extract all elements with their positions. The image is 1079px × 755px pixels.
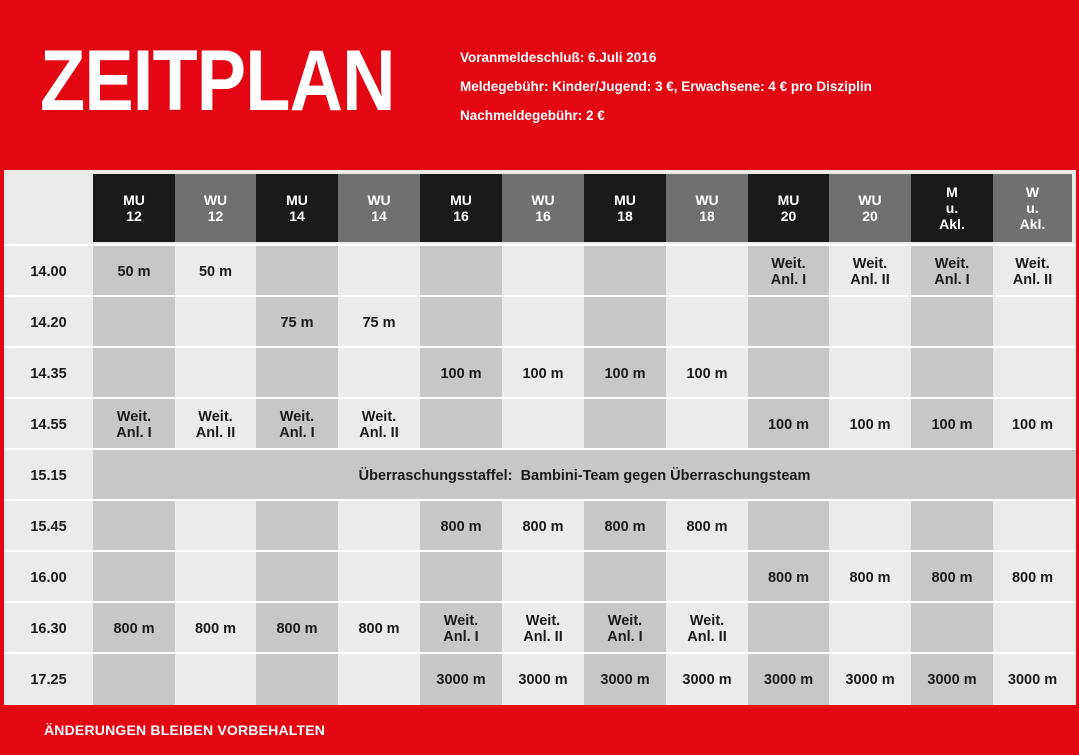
schedule-cell: Weit. Anl. II — [666, 603, 748, 654]
column-header: W u. Akl. — [993, 174, 1072, 242]
schedule-cell — [829, 603, 911, 654]
schedule-cell — [256, 552, 338, 603]
schedule-cell — [256, 246, 338, 297]
schedule-cell: 100 m — [993, 399, 1072, 450]
schedule-cell — [911, 348, 993, 399]
time-cell: 14.55 — [4, 399, 93, 450]
schedule-cell — [993, 501, 1072, 552]
schedule-cell: 3000 m — [911, 654, 993, 705]
schedule-cell: Weit. Anl. I — [748, 246, 829, 297]
schedule-cell — [175, 552, 256, 603]
schedule-cell: 100 m — [584, 348, 666, 399]
time-cell: 14.00 — [4, 246, 93, 297]
schedule-cell — [93, 501, 175, 552]
schedule-cell — [175, 348, 256, 399]
schedule-cell — [584, 246, 666, 297]
info-deadline: Voranmeldeschluß: 6.Juli 2016 — [460, 50, 657, 65]
schedule-cell: 800 m — [748, 552, 829, 603]
footer-banner — [4, 705, 1076, 755]
schedule-cell — [502, 297, 584, 348]
schedule-cell: 800 m — [420, 501, 502, 552]
schedule-cell — [256, 348, 338, 399]
schedule-cell — [502, 552, 584, 603]
schedule-cell: Weit. Anl. I — [584, 603, 666, 654]
schedule-cell — [502, 246, 584, 297]
schedule-cell: Weit. Anl. II — [829, 246, 911, 297]
column-header: WU 12 — [175, 174, 256, 242]
schedule-cell: 800 m — [584, 501, 666, 552]
column-header: WU 16 — [502, 174, 584, 242]
row-divider — [4, 550, 1076, 552]
schedule-cell — [93, 297, 175, 348]
schedule-cell — [338, 501, 420, 552]
schedule-cell — [584, 297, 666, 348]
schedule-cell: 75 m — [338, 297, 420, 348]
schedule-cell: 100 m — [911, 399, 993, 450]
column-header: MU 16 — [420, 174, 502, 242]
column-header: WU 18 — [666, 174, 748, 242]
schedule-cell: Weit. Anl. II — [338, 399, 420, 450]
row-divider — [4, 652, 1076, 654]
schedule-cell: 800 m — [993, 552, 1072, 603]
schedule-cell — [502, 399, 584, 450]
column-header: WU 20 — [829, 174, 911, 242]
row-divider — [4, 499, 1076, 501]
schedule-cell: 3000 m — [748, 654, 829, 705]
schedule-cell — [748, 501, 829, 552]
schedule-cell — [584, 399, 666, 450]
schedule-cell — [93, 348, 175, 399]
column-header: MU 12 — [93, 174, 175, 242]
schedule-cell — [338, 654, 420, 705]
schedule-cell: 800 m — [338, 603, 420, 654]
schedule-cell: Weit. Anl. II — [502, 603, 584, 654]
schedule-cell: 800 m — [175, 603, 256, 654]
schedule-cell — [93, 552, 175, 603]
schedule-cell: 800 m — [666, 501, 748, 552]
row-divider — [4, 601, 1076, 603]
schedule-cell: 100 m — [502, 348, 584, 399]
schedule-cell — [748, 348, 829, 399]
column-header: MU 20 — [748, 174, 829, 242]
schedule-cell: 75 m — [256, 297, 338, 348]
schedule-cell — [175, 501, 256, 552]
schedule-cell — [993, 348, 1072, 399]
schedule-cell — [338, 552, 420, 603]
schedule-cell — [420, 297, 502, 348]
schedule-cell: 100 m — [420, 348, 502, 399]
schedule-cell: 100 m — [666, 348, 748, 399]
schedule-cell — [175, 654, 256, 705]
schedule-cell: 800 m — [502, 501, 584, 552]
schedule-cell: 3000 m — [666, 654, 748, 705]
schedule-cell: 3000 m — [584, 654, 666, 705]
time-cell: 14.20 — [4, 297, 93, 348]
schedule-cell — [993, 297, 1072, 348]
schedule-cell — [748, 603, 829, 654]
schedule-cell: 100 m — [748, 399, 829, 450]
schedule-cell — [993, 603, 1072, 654]
page-title: ZEITPLAN — [40, 33, 395, 129]
schedule-cell: 800 m — [93, 603, 175, 654]
column-header: M u. Akl. — [911, 174, 993, 242]
info-late-fee: Nachmeldegebühr: 2 € — [460, 108, 605, 123]
schedule-cell: Weit. Anl. II — [175, 399, 256, 450]
time-cell: 16.30 — [4, 603, 93, 654]
schedule-cell — [829, 348, 911, 399]
registration-info — [460, 48, 872, 135]
schedule-cell — [256, 654, 338, 705]
schedule-table — [4, 170, 1076, 705]
schedule-cell: 50 m — [175, 246, 256, 297]
schedule-cell: Weit. Anl. I — [93, 399, 175, 450]
schedule-cell: Weit. Anl. I — [256, 399, 338, 450]
column-header: MU 18 — [584, 174, 666, 242]
schedule-cell — [748, 297, 829, 348]
schedule-cell: 100 m — [829, 399, 911, 450]
time-cell: 15.15 — [4, 450, 93, 501]
schedule-cell — [666, 552, 748, 603]
schedule-cell — [911, 603, 993, 654]
column-header: MU 14 — [256, 174, 338, 242]
schedule-cell: Weit. Anl. II — [993, 246, 1072, 297]
schedule-cell — [666, 399, 748, 450]
schedule-cell — [420, 399, 502, 450]
schedule-cell — [256, 501, 338, 552]
row-divider — [4, 346, 1076, 348]
schedule-cell — [175, 297, 256, 348]
schedule-cell — [829, 297, 911, 348]
relay-event-cell: Überraschungsstaffel: Bambini-Team gegen Überraschungsteam — [93, 450, 1076, 501]
time-cell: 16.00 — [4, 552, 93, 603]
schedule-cell: 800 m — [911, 552, 993, 603]
time-cell: 14.35 — [4, 348, 93, 399]
schedule-cell — [666, 246, 748, 297]
schedule-cell — [911, 297, 993, 348]
footer-note: ÄNDERUNGEN BLEIBEN VORBEHALTEN — [44, 722, 326, 738]
schedule-cell — [338, 348, 420, 399]
time-cell: 17.25 — [4, 654, 93, 705]
schedule-cell — [911, 501, 993, 552]
schedule-cell: 800 m — [829, 552, 911, 603]
schedule-cell — [584, 552, 666, 603]
row-divider — [4, 448, 1076, 450]
schedule-cell: 50 m — [93, 246, 175, 297]
schedule-cell — [420, 246, 502, 297]
row-divider — [4, 397, 1076, 399]
schedule-cell: 800 m — [256, 603, 338, 654]
schedule-cell: Weit. Anl. I — [911, 246, 993, 297]
schedule-cell: Weit. Anl. I — [420, 603, 502, 654]
schedule-cell — [829, 501, 911, 552]
row-divider — [4, 244, 1076, 246]
schedule-cell — [666, 297, 748, 348]
schedule-cell — [93, 654, 175, 705]
schedule-cell: 3000 m — [993, 654, 1072, 705]
schedule-cell: 3000 m — [829, 654, 911, 705]
schedule-cell: 3000 m — [502, 654, 584, 705]
row-divider — [4, 295, 1076, 297]
schedule-cell — [420, 552, 502, 603]
info-fee: Meldegebühr: Kinder/Jugend: 3 €, Erwachsene: 4 € pro Disziplin — [460, 79, 872, 94]
column-header: WU 14 — [338, 174, 420, 242]
time-cell: 15.45 — [4, 501, 93, 552]
schedule-cell — [338, 246, 420, 297]
schedule-cell: 3000 m — [420, 654, 502, 705]
